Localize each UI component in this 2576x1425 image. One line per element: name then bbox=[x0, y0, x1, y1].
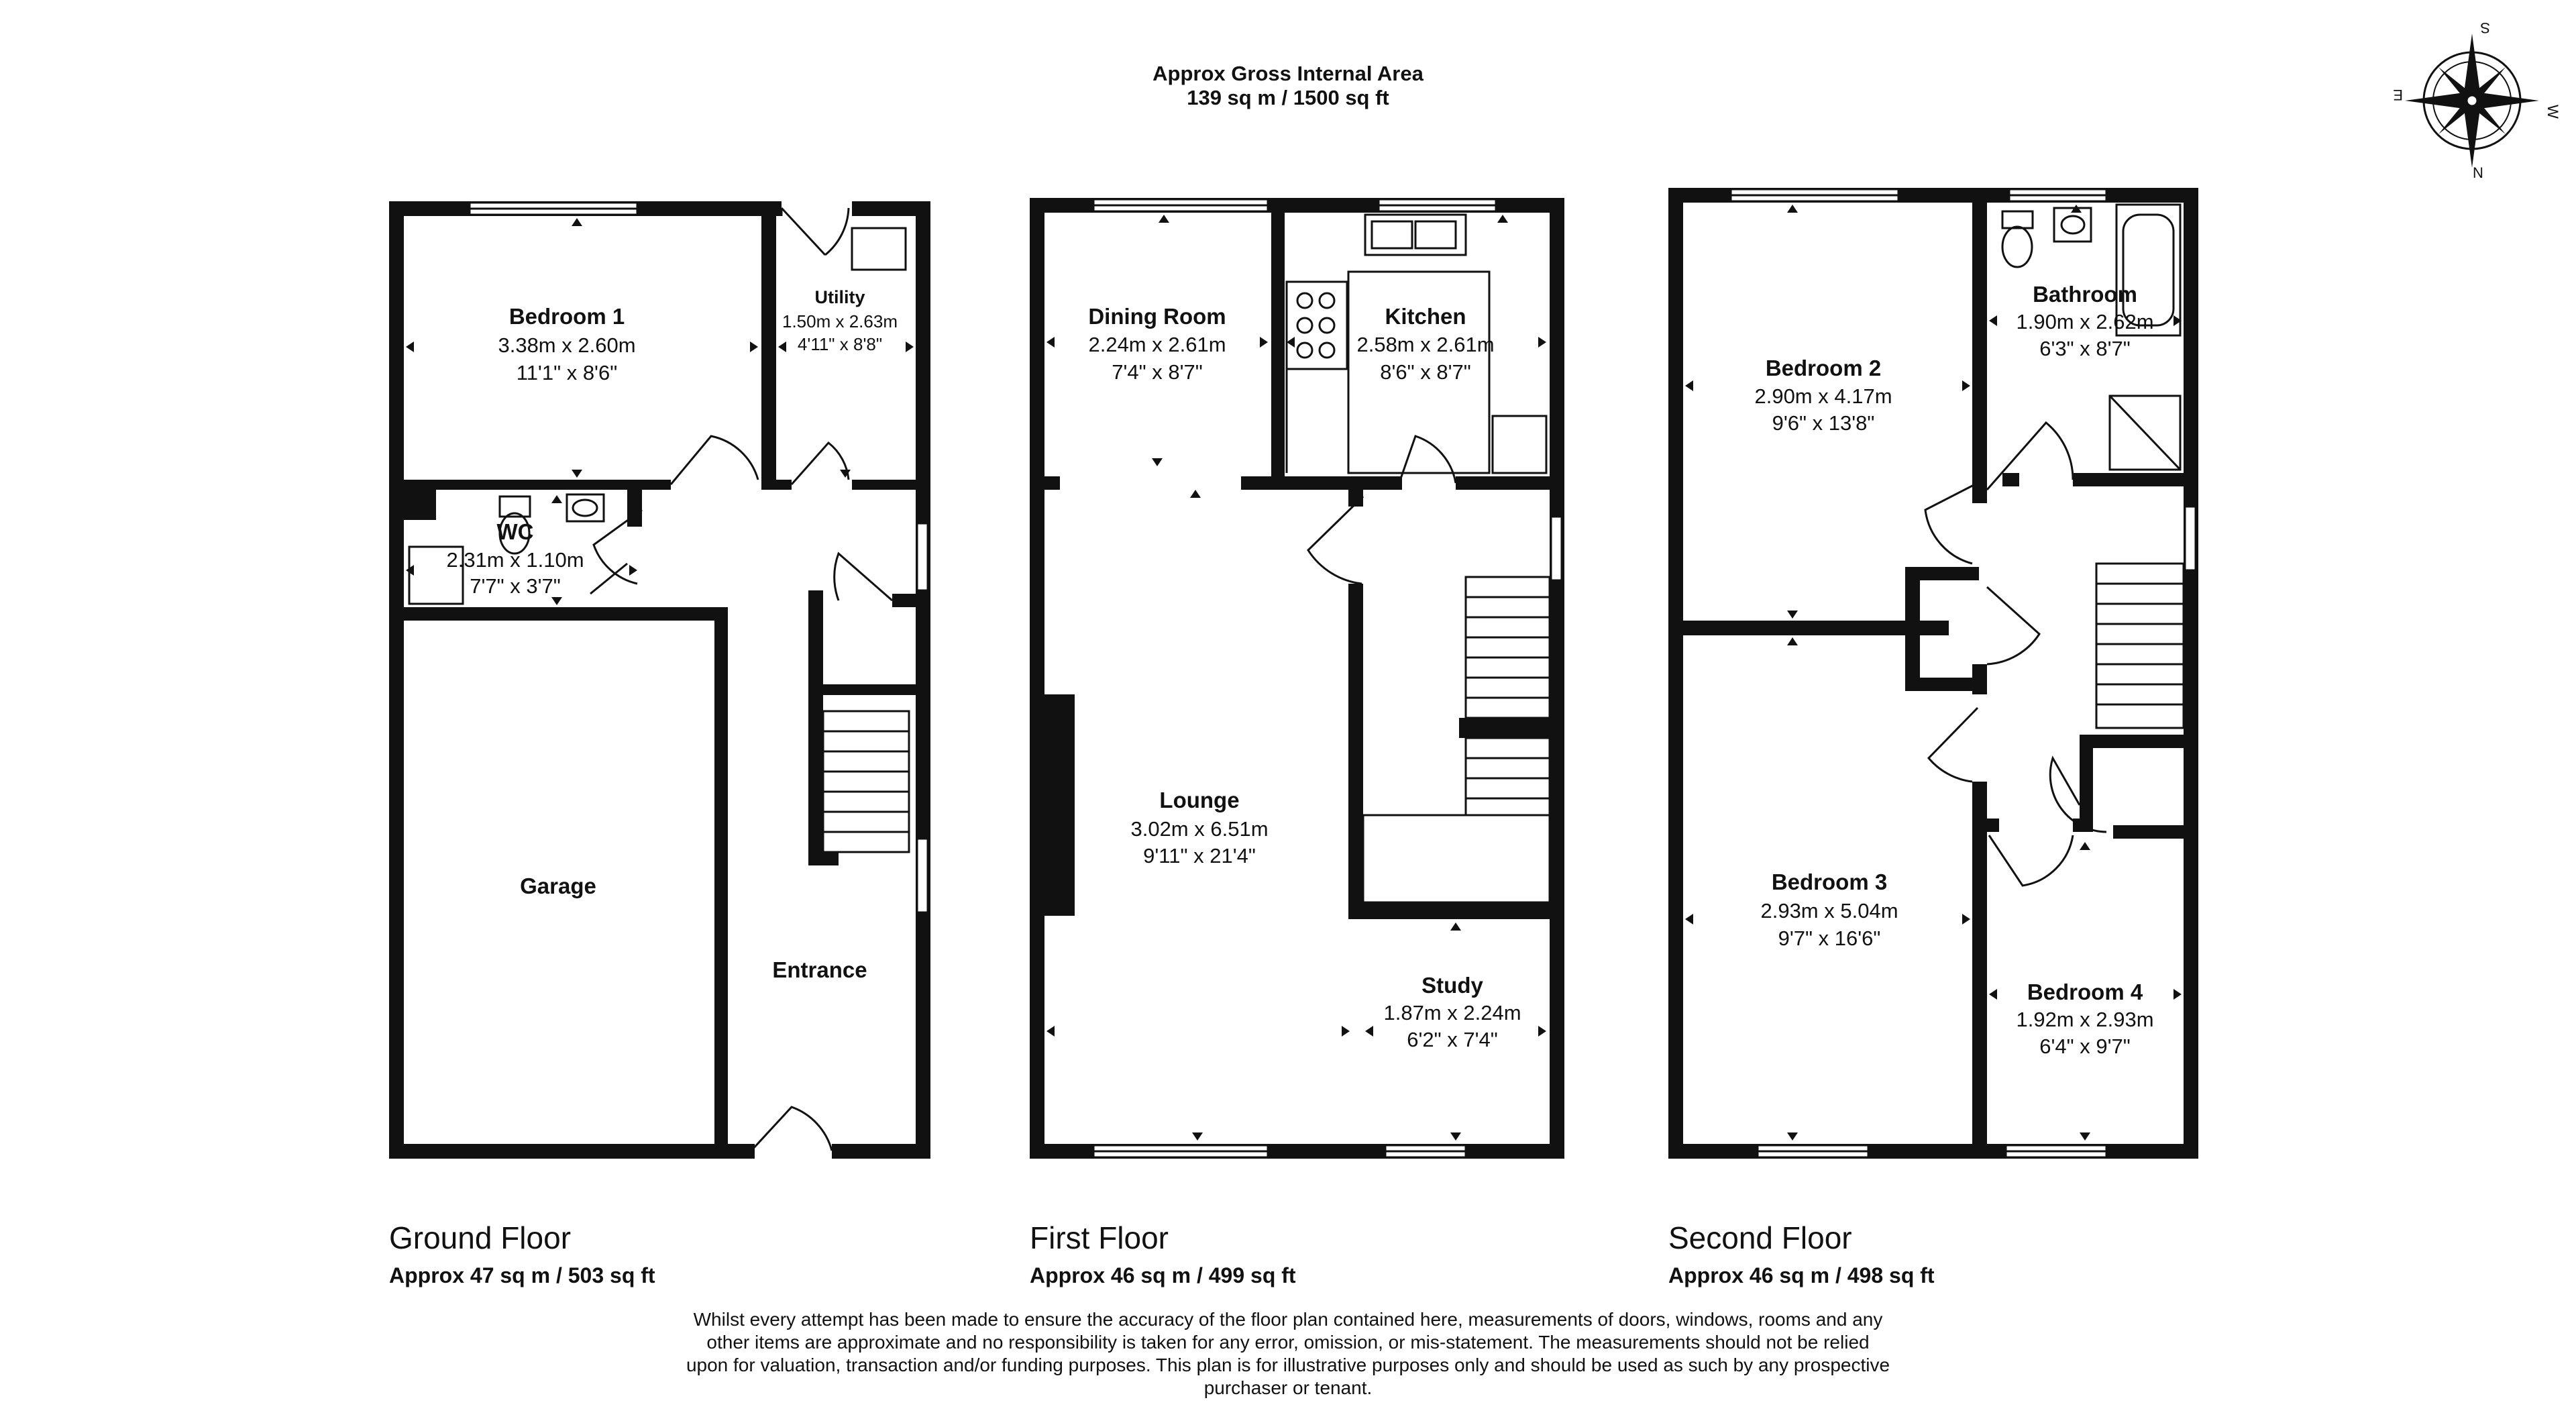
ground-floor-title: Ground Floor bbox=[389, 1220, 572, 1255]
compass-icon bbox=[2393, 19, 2561, 181]
compass-e-label: E bbox=[2393, 87, 2403, 103]
first-floor-area: Approx 46 sq m / 499 sq ft bbox=[1030, 1263, 1296, 1287]
bedroom2-imperial: 9'6" x 13'8" bbox=[1772, 411, 1875, 435]
garage-name: Garage bbox=[520, 874, 596, 898]
study-name: Study bbox=[1421, 973, 1483, 998]
bathroom-name: Bathroom bbox=[2033, 282, 2137, 307]
kitchen-imperial: 8'6" x 8'7" bbox=[1380, 360, 1471, 384]
kitchen-metric: 2.58m x 2.61m bbox=[1356, 333, 1495, 356]
bedroom3-metric: 2.93m x 5.04m bbox=[1760, 899, 1898, 922]
bedroom3-name: Bedroom 3 bbox=[1771, 869, 1888, 894]
ground-floor-arrows bbox=[406, 218, 914, 605]
gross-area-value: 139 sq m / 1500 sq ft bbox=[1187, 86, 1389, 109]
disclaimer-text: Whilst every attempt has been made to ensure the accuracy of the floor plan contained here, measurements of doors, windows, rooms and any other items are approximate and no responsibility is taken for any error, omission, or mis-statement. The measurements should not be relied upon for valuation, transaction and/or funding purposes. This plan is for illustrative purposes only and should be used as such by any prospective purchaser or tenant. bbox=[686, 1309, 1890, 1398]
bedroom1-name: Bedroom 1 bbox=[508, 304, 625, 329]
bathroom-imperial: 6'3" x 8'7" bbox=[2039, 337, 2131, 360]
wc-metric: 2.31m x 1.10m bbox=[446, 548, 584, 572]
bedroom2-metric: 2.90m x 4.17m bbox=[1754, 384, 1892, 408]
bathroom-metric: 1.90m x 2.62m bbox=[2016, 310, 2154, 333]
ground-floor-area: Approx 47 sq m / 503 sq ft bbox=[389, 1263, 655, 1287]
utility-name: Utility bbox=[814, 287, 865, 307]
first-floor-title: First Floor bbox=[1030, 1220, 1169, 1255]
lounge-metric: 3.02m x 6.51m bbox=[1130, 817, 1269, 841]
utility-metric: 1.50m x 2.63m bbox=[782, 311, 898, 331]
study-imperial: 6'2" x 7'4" bbox=[1407, 1028, 1498, 1051]
utility-imperial: 4'11" x 8'8" bbox=[797, 334, 883, 354]
dining-imperial: 7'4" x 8'7" bbox=[1112, 360, 1203, 384]
wc-name: WC bbox=[496, 519, 534, 544]
study-metric: 1.87m x 2.24m bbox=[1383, 1001, 1521, 1024]
bedroom3-imperial: 9'7" x 16'6" bbox=[1778, 927, 1881, 950]
bedroom4-name: Bedroom 4 bbox=[2027, 980, 2143, 1004]
dining-name: Dining Room bbox=[1088, 304, 1226, 329]
wc-imperial: 7'7" x 3'7" bbox=[470, 574, 561, 598]
second-floor-title: Second Floor bbox=[1668, 1220, 1852, 1255]
bedroom4-imperial: 6'4" x 9'7" bbox=[2039, 1035, 2131, 1058]
lounge-imperial: 9'11" x 21'4" bbox=[1143, 844, 1256, 867]
bedroom1-metric: 3.38m x 2.60m bbox=[498, 333, 636, 357]
ground-floor-labels bbox=[446, 287, 898, 982]
gross-area-title: Approx Gross Internal Area bbox=[1152, 62, 1424, 85]
dining-metric: 2.24m x 2.61m bbox=[1088, 333, 1226, 356]
bedroom4-metric: 1.92m x 2.93m bbox=[2016, 1008, 2154, 1031]
entrance-name: Entrance bbox=[772, 957, 867, 982]
second-floor-area: Approx 46 sq m / 498 sq ft bbox=[1668, 1263, 1935, 1287]
bedroom1-imperial: 11'1" x 8'6" bbox=[516, 361, 618, 384]
lounge-name: Lounge bbox=[1159, 788, 1240, 812]
first-floor-labels bbox=[1088, 304, 1521, 1051]
kitchen-name: Kitchen bbox=[1385, 304, 1466, 329]
compass-w-label: W bbox=[2544, 105, 2561, 119]
compass-n-label: N bbox=[2473, 164, 2483, 181]
second-floor-labels bbox=[1754, 282, 2153, 1058]
bedroom2-name: Bedroom 2 bbox=[1765, 356, 1882, 380]
compass-s-label: S bbox=[2480, 19, 2490, 36]
